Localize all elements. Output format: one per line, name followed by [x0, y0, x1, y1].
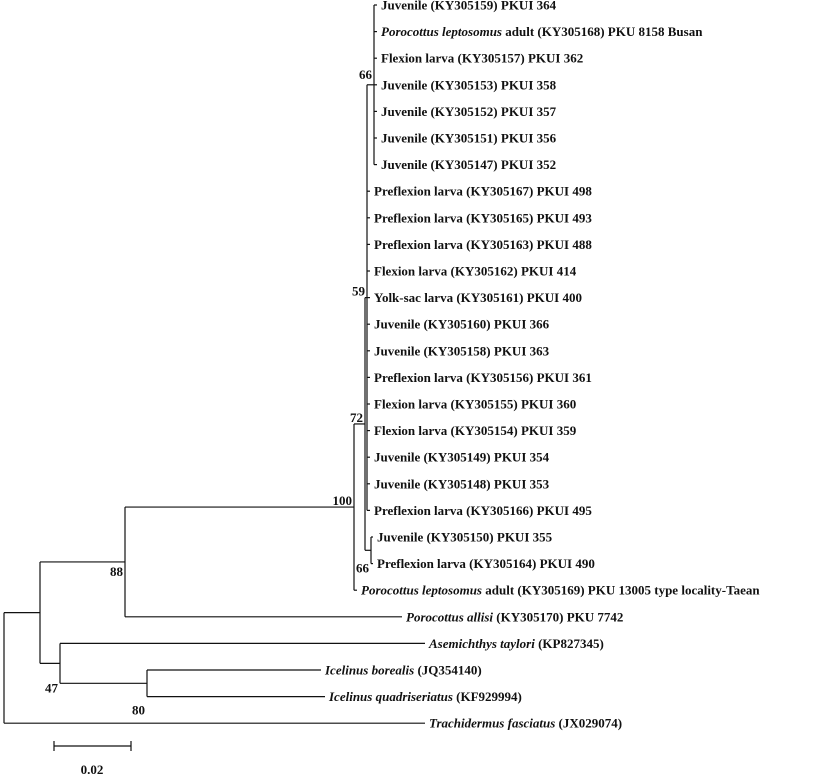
taxon-label — [381, 51, 583, 66]
taxon-label — [374, 503, 592, 518]
taxon-label-text: Preflexion larva (KY305165) PKUI 493 — [374, 210, 592, 226]
taxon-label — [381, 0, 557, 13]
taxon-label — [377, 556, 595, 571]
taxon-label — [374, 317, 550, 332]
taxon-species-name: Trachidermus fasciatus — [429, 715, 556, 731]
bootstrap-value: 80 — [132, 702, 145, 718]
taxon-label-text: Juvenile (KY305148) PKUI 353 — [374, 476, 550, 492]
taxon-label-text: Juvenile (KY305151) PKUI 356 — [381, 130, 557, 146]
scale-bar-label: 0.02 — [80, 762, 104, 777]
taxon-labels — [324, 0, 760, 731]
taxon-species-name: Icelinus quadriseriatus — [329, 689, 453, 705]
bootstrap-value: 59 — [352, 283, 365, 299]
taxon-label-text: Juvenile (KY305150) PKUI 355 — [377, 529, 553, 545]
bootstrap-value: 66 — [359, 66, 372, 82]
taxon-label-text: adult (KY305169) PKU 13005 type locality-Taean — [482, 582, 760, 598]
taxon-label-text: Flexion larva (KY305157) PKUI 362 — [381, 50, 584, 66]
taxon-label-text: Preflexion larva (KY305167) PKUI 498 — [374, 183, 592, 199]
bootstrap-value: 100 — [332, 493, 352, 509]
taxon-label — [381, 157, 556, 172]
taxon-label — [374, 476, 550, 491]
taxon-label-text: Yolk-sac larva (KY305161) PKUI 400 — [374, 290, 582, 306]
taxon-label-text: Juvenile (KY305158) PKUI 363 — [374, 343, 550, 359]
taxon-species-name: Porocottus leptosomus — [381, 24, 502, 40]
taxon-label — [328, 689, 522, 704]
taxon-label-text: adult (KY305168) PKU 8158 Busan — [502, 24, 703, 40]
tree-branches — [4, 5, 425, 723]
taxon-label — [374, 264, 577, 279]
taxon-label-text: Juvenile (KY305160) PKUI 366 — [374, 316, 550, 332]
taxon-label — [374, 397, 576, 412]
bootstrap-value: 47 — [45, 680, 58, 696]
taxon-label — [374, 343, 550, 358]
scale-bar — [54, 741, 131, 777]
taxon-label — [374, 184, 592, 199]
taxon-label-text: (KF929994) — [452, 689, 522, 705]
taxon-label — [374, 210, 592, 225]
taxon-label-text: Preflexion larva (KY305163) PKUI 488 — [374, 236, 592, 252]
taxon-label — [381, 104, 557, 119]
taxon-label — [406, 609, 623, 624]
taxon-label — [381, 24, 703, 39]
taxon-label-text: Preflexion larva (KY305164) PKUI 490 — [377, 556, 595, 572]
taxon-label — [361, 583, 760, 598]
taxon-label-text: Juvenile (KY305149) PKUI 354 — [374, 449, 550, 465]
taxon-label-text: (KY305170) PKU 7742 — [493, 609, 624, 625]
taxon-species-name: Porocottus allisi — [406, 609, 494, 625]
taxon-label-text: Flexion larva (KY305154) PKUI 359 — [374, 423, 577, 439]
taxon-label — [381, 131, 557, 146]
bootstrap-value: 88 — [110, 563, 123, 579]
taxon-label — [429, 716, 622, 731]
taxon-label-text: Preflexion larva (KY305166) PKUI 495 — [374, 502, 592, 518]
taxon-label — [374, 450, 550, 465]
taxon-label-text: Juvenile (KY305152) PKUI 357 — [381, 103, 557, 119]
taxon-species-name: Porocottus leptosomus — [361, 582, 482, 598]
taxon-species-name: Icelinus borealis — [325, 662, 415, 678]
taxon-label — [374, 370, 592, 385]
taxon-label — [374, 290, 582, 305]
bootstrap-value: 66 — [356, 560, 369, 576]
bootstrap-value: 72 — [350, 409, 363, 425]
taxon-label-text: Juvenile (KY305147) PKUI 352 — [381, 157, 557, 173]
taxon-label-text: Flexion larva (KY305155) PKUI 360 — [374, 396, 577, 412]
taxon-label-text: Preflexion larva (KY305156) PKUI 361 — [374, 369, 592, 385]
taxon-label — [428, 636, 604, 651]
taxon-label-text: Juvenile (KY305159) PKUI 364 — [381, 0, 557, 13]
taxon-label — [324, 663, 482, 678]
taxon-label — [381, 77, 557, 92]
taxon-label-text: (JQ354140) — [414, 662, 482, 678]
taxon-label-text: Flexion larva (KY305162) PKUI 414 — [374, 263, 577, 279]
taxon-label-text: (KP827345) — [534, 635, 604, 651]
taxon-label — [374, 423, 577, 438]
taxon-label-text: (JX029074) — [555, 715, 623, 731]
taxon-label — [374, 237, 592, 252]
bootstrap-labels — [45, 67, 373, 718]
taxon-species-name: Asemichthys taylori — [429, 635, 535, 651]
taxon-label — [377, 530, 553, 545]
taxon-label-text: Juvenile (KY305153) PKUI 358 — [381, 77, 557, 93]
